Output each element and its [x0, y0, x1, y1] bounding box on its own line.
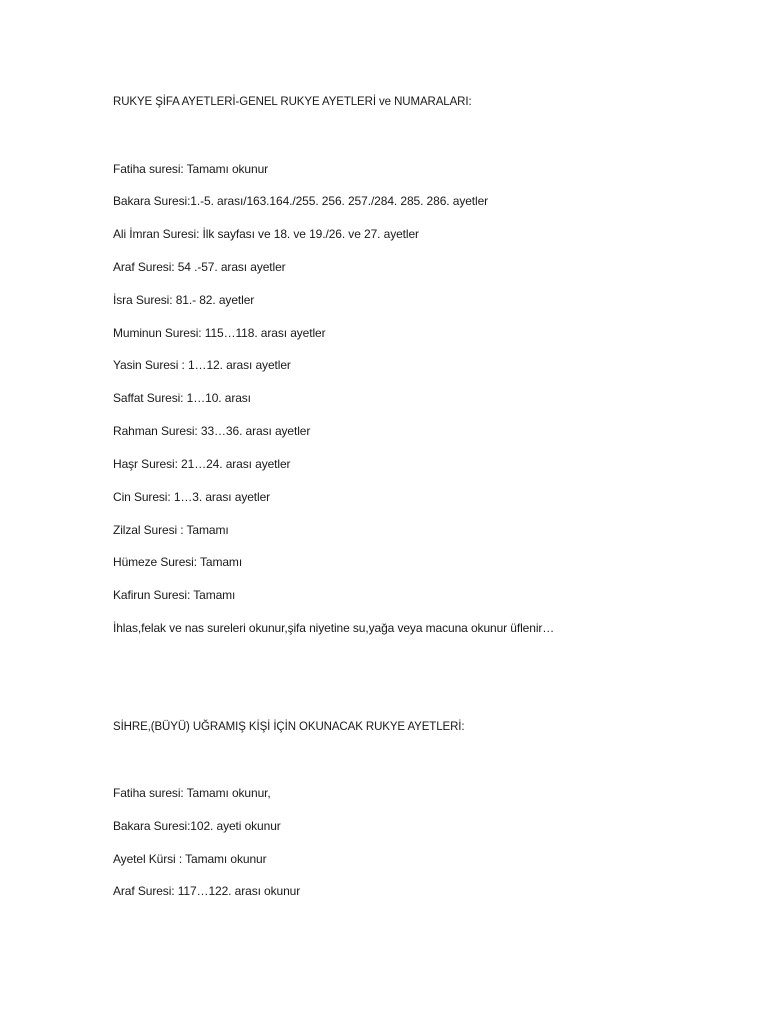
- list-item: İhlas,felak ve nas sureleri okunur,şifa niyetine su,yağa veya macuna okunur üflenir…: [113, 621, 555, 635]
- list-item: Rahman Suresi: 33…36. arası ayetler: [113, 424, 311, 438]
- list-item: Bakara Suresi:1.-5. arası/163.164./255. 256. 257./284. 285. 286. ayetler: [113, 194, 489, 208]
- list-item: Hümeze Suresi: Tamamı: [113, 555, 243, 569]
- list-item: Bakara Suresi:102. ayeti okunur: [113, 819, 281, 833]
- list-item: Cin Suresi: 1…3. arası ayetler: [113, 490, 271, 504]
- list-item: Yasin Suresi : 1…12. arası ayetler: [113, 358, 291, 372]
- list-item: Ali İmran Suresi: İlk sayfası ve 18. ve 19./26. ve 27. ayetler: [113, 227, 419, 241]
- list-item: Fatiha suresi: Tamamı okunur,: [113, 786, 271, 800]
- list-item: Muminun Suresi: 115…118. arası ayetler: [113, 326, 326, 340]
- list-item: İsra Suresi: 81.- 82. ayetler: [113, 293, 255, 307]
- list-item: Kafirun Suresi: Tamamı: [113, 588, 236, 602]
- list-item: Haşr Suresi: 21…24. arası ayetler: [113, 457, 291, 471]
- list-item: Ayetel Kürsi : Tamamı okunur: [113, 852, 267, 866]
- list-item: Araf Suresi: 117…122. arası okunur: [113, 884, 301, 898]
- list-item: Saffat Suresi: 1…10. arası: [113, 391, 251, 405]
- section2-heading: SİHRE,(BÜYÜ) UĞRAMIŞ KİŞİ İÇİN OKUNACAK RUKYE AYETLERİ:: [113, 721, 465, 733]
- list-item: Zilzal Suresi : Tamamı: [113, 523, 229, 537]
- section1-heading: RUKYE ŞİFA AYETLERİ-GENEL RUKYE AYETLERİ ve NUMARALARI:: [113, 96, 472, 108]
- list-item: Araf Suresi: 54 .-57. arası ayetler: [113, 260, 286, 274]
- list-item: Fatiha suresi: Tamamı okunur: [113, 162, 269, 176]
